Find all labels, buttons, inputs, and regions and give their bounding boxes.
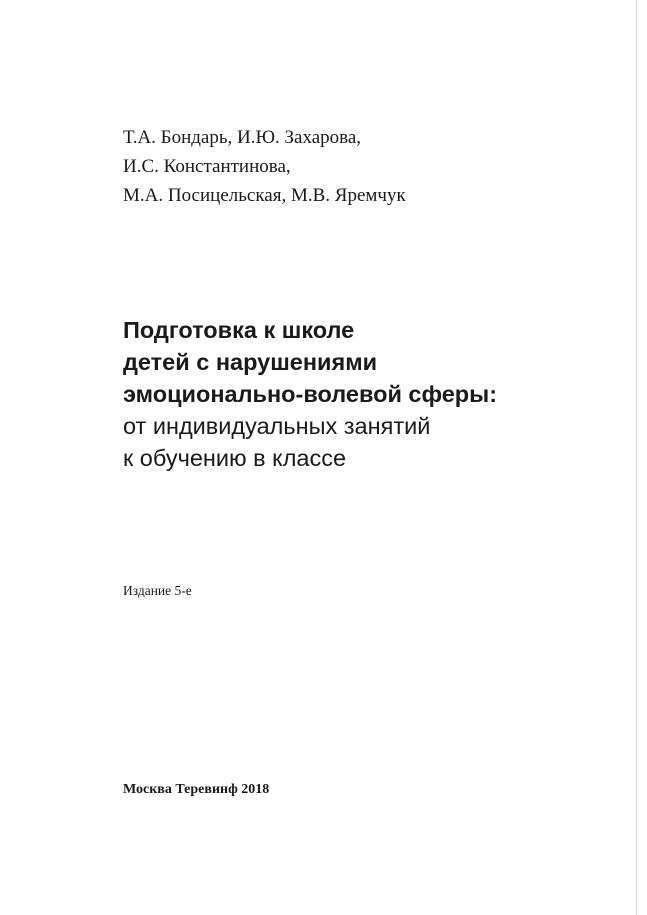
authors-line: Т.А. Бондарь, И.Ю. Захарова,: [123, 127, 362, 148]
title-line: Подготовка к школе: [123, 317, 355, 343]
edition-note: Издание 5-е: [123, 583, 192, 598]
book-title: [123, 314, 497, 474]
title-line: детей с нарушениями: [123, 349, 378, 375]
authors-line: М.А. Посицельская, М.В. Яремчук: [123, 185, 406, 206]
subtitle-line: от индивидуальных занятий: [123, 413, 431, 439]
authors-line: И.С. Константинова,: [123, 156, 291, 177]
page-edge-line: [636, 0, 637, 915]
authors-block: [123, 123, 406, 210]
publisher-imprint: Москва Теревинф 2018: [123, 782, 270, 797]
title-line: эмоционально-волевой сферы:: [123, 381, 498, 407]
subtitle-line: к обучению в классе: [123, 445, 347, 471]
